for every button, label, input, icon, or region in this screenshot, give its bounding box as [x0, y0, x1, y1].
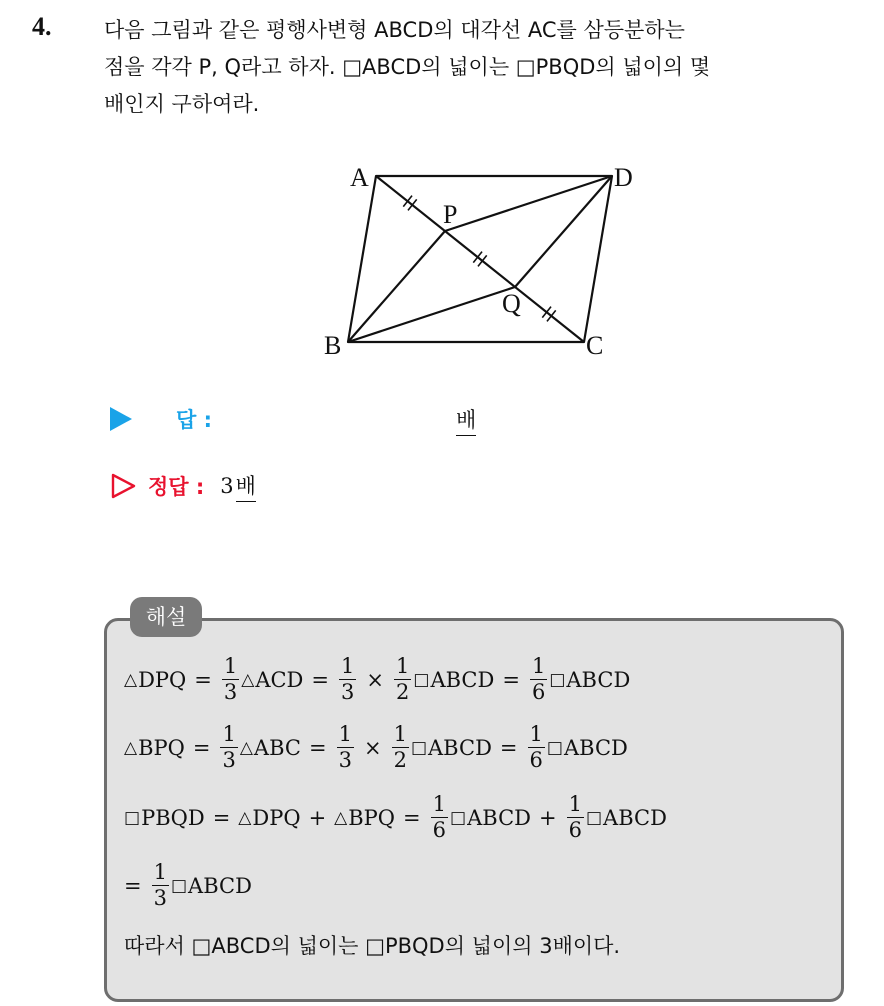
square-symbol-icon: □: [549, 669, 566, 690]
fraction: $\frac{1}{6}$: [568, 792, 582, 842]
term: ABCD: [563, 735, 628, 760]
explanation-conclusion: 따라서 □ABCD의 넓이는 □PBQD의 넓이의 3배이다.: [124, 934, 621, 958]
explanation-line-2: [124, 724, 628, 771]
square-symbol-icon: □: [410, 737, 428, 758]
label-q: Q: [502, 289, 521, 318]
triangle-symbol-icon: △: [241, 669, 255, 690]
explanation-tab: 해설: [130, 597, 202, 637]
fraction: $\frac{1}{3}$: [341, 654, 355, 704]
explanation-line-4: [124, 862, 252, 909]
term: DPQ: [138, 667, 187, 692]
problem-number: 4.: [32, 12, 52, 41]
label-d: D: [614, 163, 633, 192]
triangle-symbol-icon: △: [334, 807, 348, 828]
problem-line-3: 배인지 구하여라.: [104, 92, 260, 116]
term: ABCD: [188, 873, 252, 898]
equals: =: [308, 735, 327, 760]
plus: +: [308, 805, 327, 830]
term: ABCD: [603, 805, 667, 830]
term: ABCD: [566, 667, 631, 692]
answer-blank-unit[interactable]: 배: [456, 404, 476, 436]
label-p: P: [443, 200, 458, 229]
explanation-line-1: [124, 656, 630, 703]
fraction: $\frac{1}{2}$: [393, 722, 407, 772]
label-a: A: [350, 163, 369, 192]
term: ABCD: [467, 805, 531, 830]
triangle-symbol-icon: △: [124, 737, 138, 758]
equals: =: [502, 667, 520, 692]
fraction: $\frac{1}{6}$: [432, 792, 447, 842]
parallelogram-figure: [318, 158, 658, 358]
equals: =: [311, 667, 330, 692]
term: DPQ: [252, 805, 301, 830]
term: ABCD: [430, 667, 495, 692]
square-symbol-icon: □: [585, 807, 603, 828]
term: BPQ: [138, 735, 185, 760]
term: BPQ: [348, 805, 396, 830]
equals: =: [192, 735, 211, 760]
fraction: $\frac{1}{6}$: [531, 654, 546, 704]
term: ABC: [253, 735, 301, 760]
equals: =: [124, 873, 142, 898]
correct-unit: 배: [236, 470, 256, 502]
term: PBQD: [141, 805, 205, 830]
square-symbol-icon: □: [450, 807, 467, 828]
equals: =: [194, 667, 212, 692]
filled-triangle-icon: [110, 407, 132, 431]
answer-label: 답 :: [176, 408, 212, 432]
square-symbol-icon: □: [546, 737, 563, 758]
answer-row: [110, 404, 212, 434]
square-symbol-icon: □: [124, 807, 141, 828]
term: ABCD: [428, 735, 492, 760]
plus: +: [538, 805, 557, 830]
fraction: $\frac{1}{3}$: [222, 722, 236, 772]
times: ×: [366, 667, 384, 692]
label-b: B: [324, 331, 342, 358]
correct-answer-row: [110, 470, 256, 502]
fraction: $\frac{1}{2}$: [396, 654, 410, 704]
equals: =: [499, 735, 518, 760]
problem-statement: [104, 12, 864, 123]
fraction: $\frac{1}{3}$: [338, 722, 352, 772]
square-symbol-icon: □: [170, 875, 188, 896]
triangle-symbol-icon: △: [238, 807, 252, 828]
problem-line-2: 점을 각각 P, Q라고 하자. □ABCD의 넓이는 □PBQD의 넓이의 몇: [104, 55, 711, 79]
outline-triangle-icon: [110, 473, 136, 499]
equals: =: [212, 805, 231, 830]
term: ACD: [255, 667, 304, 692]
label-c: C: [586, 331, 604, 358]
correct-value: 3: [220, 474, 234, 498]
triangle-symbol-icon: △: [124, 669, 138, 690]
times: ×: [363, 735, 382, 760]
equals: =: [403, 805, 421, 830]
fraction: $\frac{1}{6}$: [529, 722, 543, 772]
square-symbol-icon: □: [413, 669, 430, 690]
triangle-symbol-icon: △: [239, 737, 253, 758]
problem-line-1: 다음 그림과 같은 평행사변형 ABCD의 대각선 AC를 삼등분하는: [104, 18, 685, 42]
explanation-line-3: [124, 794, 667, 841]
fraction: $\frac{1}{3}$: [153, 860, 167, 910]
fraction: $\frac{1}{3}$: [223, 654, 238, 704]
correct-label: 정답 :: [148, 475, 205, 499]
